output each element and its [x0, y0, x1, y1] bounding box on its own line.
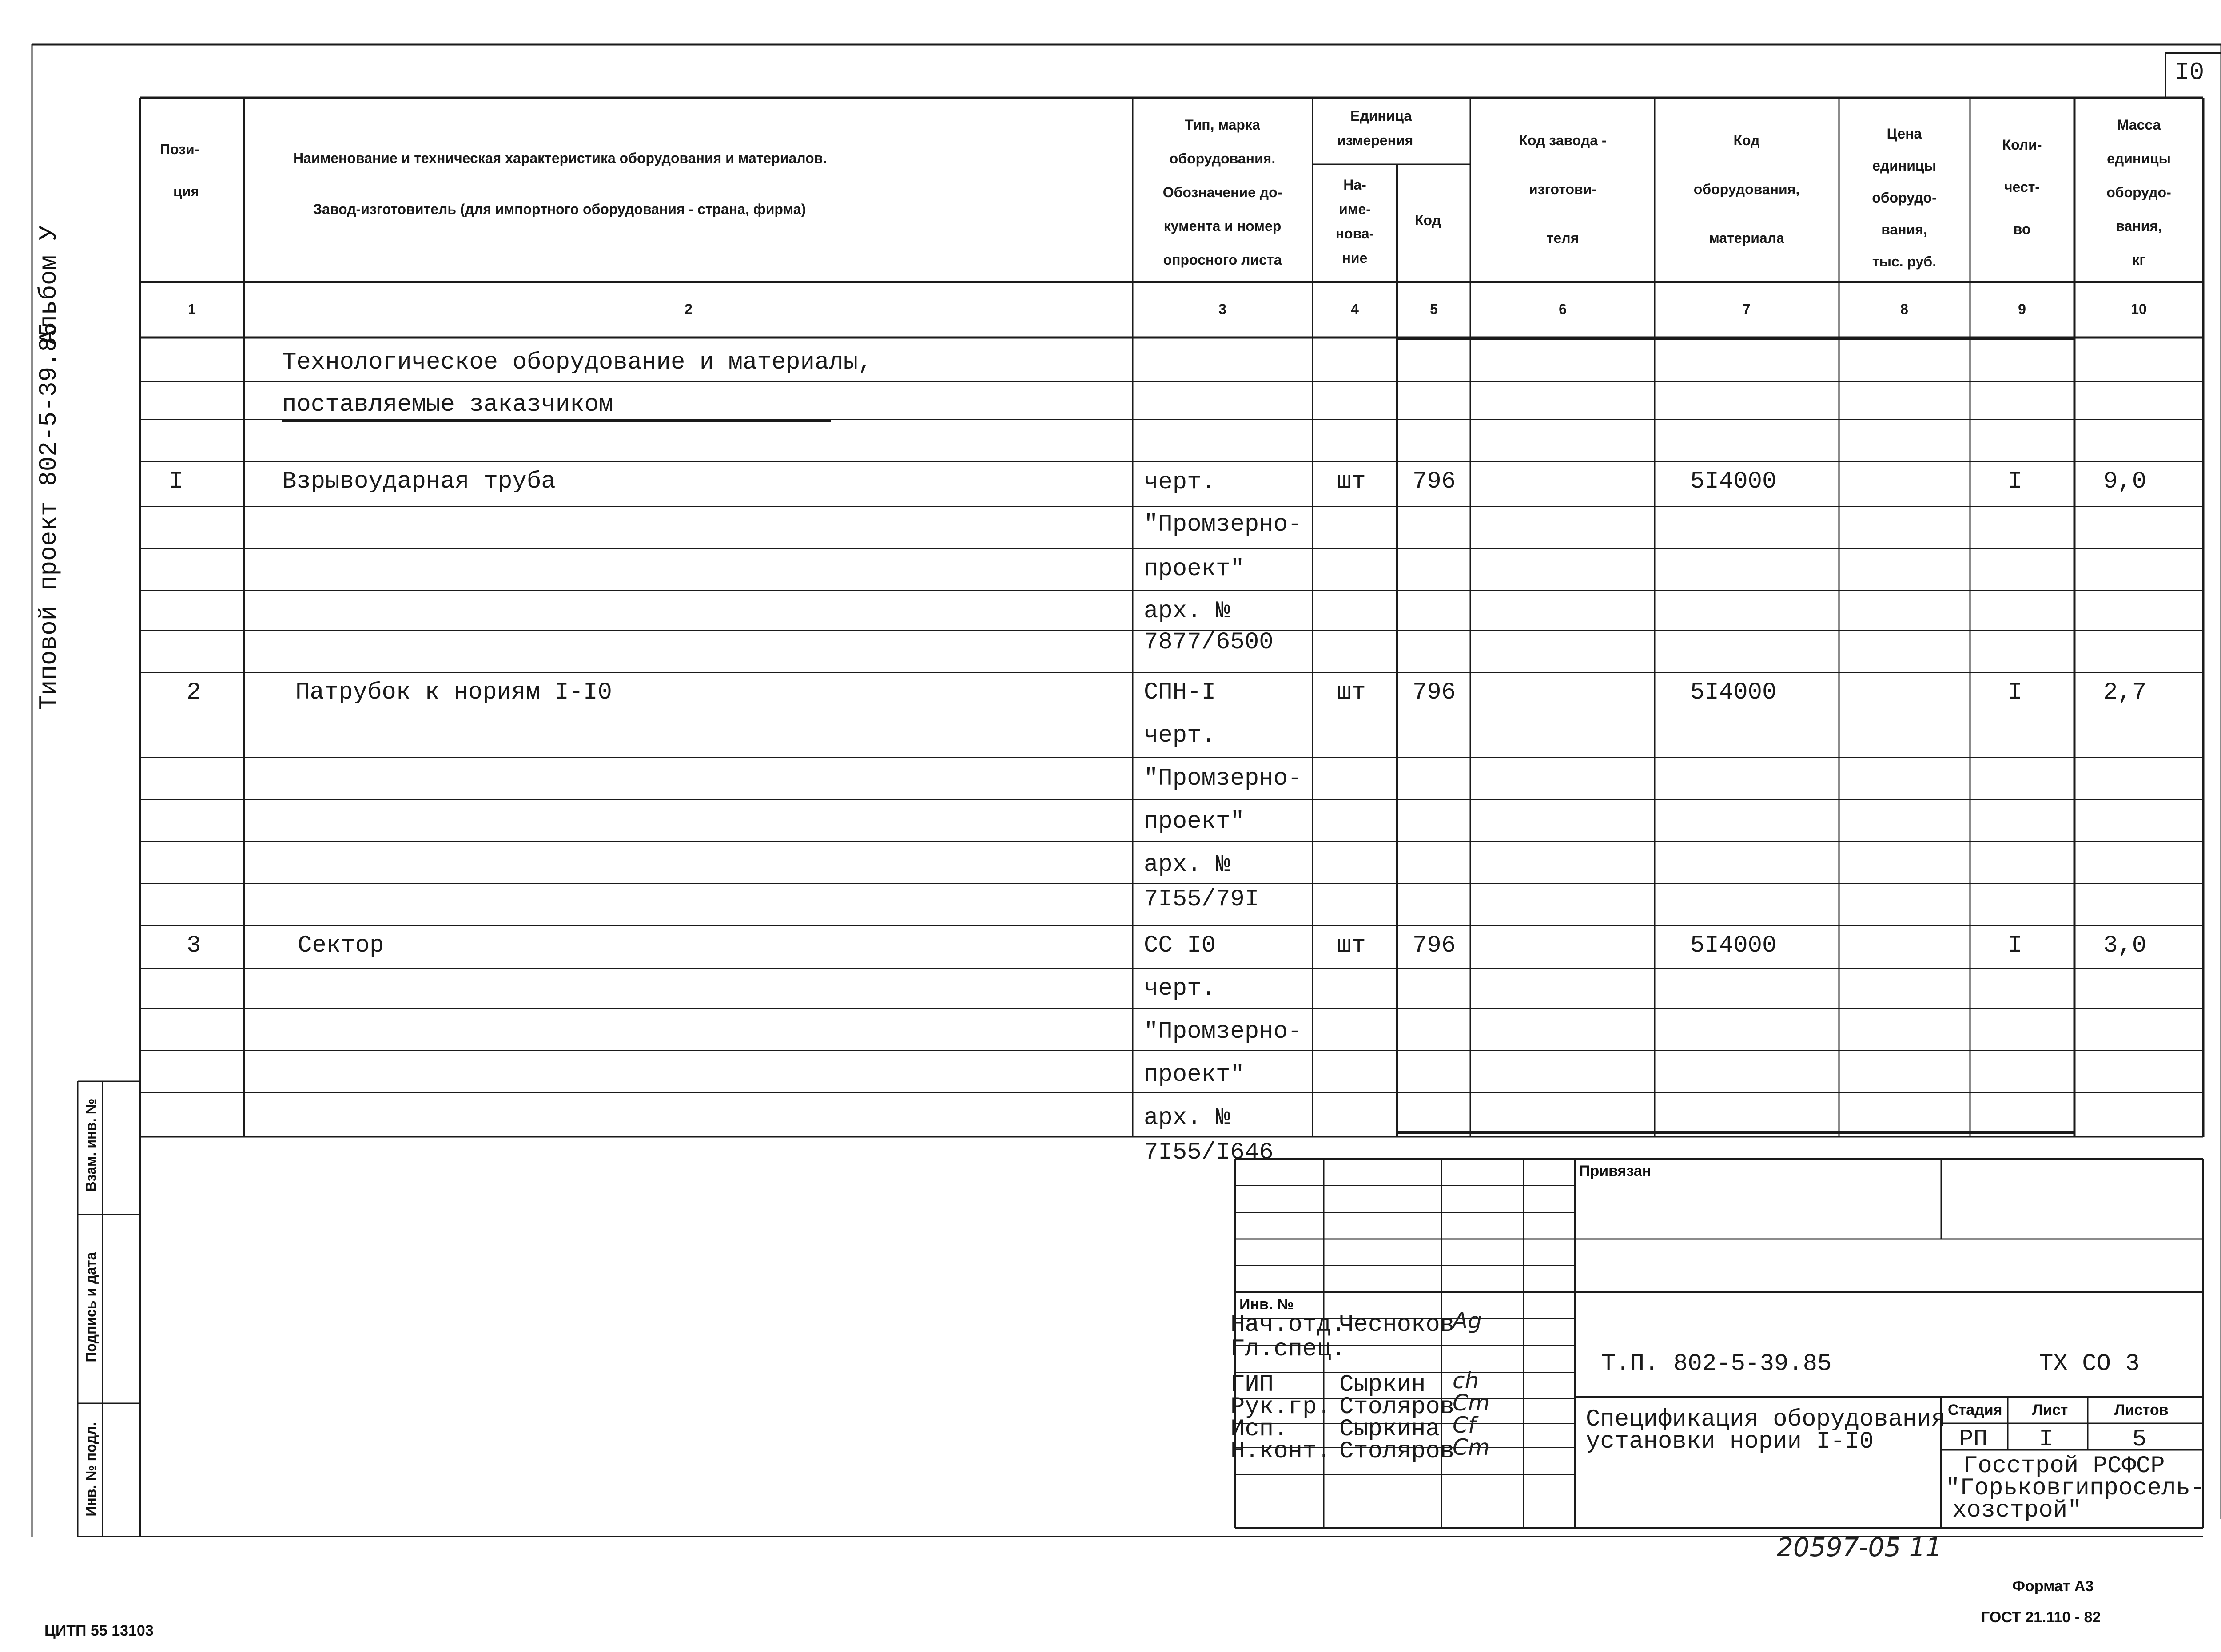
stamp-person: Сыркин — [1339, 1371, 1426, 1398]
header-type-line: Обозначение до- — [1162, 184, 1282, 200]
row-doc-line: "Промзерно- — [1144, 1018, 1302, 1045]
row-doc-line: 7I55/79I — [1144, 886, 1259, 913]
column-number: 5 — [1430, 301, 1438, 317]
row-doc-line: 7877/6500 — [1144, 629, 1274, 656]
header-type-line: кумента и номер — [1163, 218, 1282, 234]
header-equipment-code-line: материала — [1709, 230, 1784, 246]
header-price-line: единицы — [1872, 158, 1936, 174]
row-doc-line: "Промзерно- — [1144, 511, 1302, 538]
row-doc-line: черт. — [1144, 469, 1216, 496]
stamp-signature: Ag — [1453, 1308, 1482, 1334]
header-equipment-code-line: Код — [1733, 132, 1760, 148]
header-name: Наименование и техническая характеристика оборудования и материалов. — [293, 150, 827, 166]
row-unit: шт — [1337, 932, 1366, 959]
header-unit-name-line: ние — [1342, 250, 1368, 266]
stamp-sheet-label: Лист — [2032, 1402, 2068, 1418]
stamp-person: Сыркина — [1339, 1416, 1440, 1443]
row-doc-line: СПН-I — [1144, 679, 1216, 706]
row-doc-line: арх. № — [1144, 598, 1230, 625]
row-quantity: I — [2008, 679, 2022, 706]
row-equipment-code: 5I4000 — [1690, 468, 1777, 495]
stamp-inv-no: Инв. № — [1239, 1296, 1294, 1313]
stamp-role: Н.конт. — [1230, 1438, 1331, 1465]
row-doc-line: черт. — [1144, 722, 1216, 749]
header-type-line: оборудования. — [1169, 151, 1276, 167]
row-position: 2 — [187, 679, 201, 706]
row-doc-line: арх. № — [1144, 851, 1230, 878]
row-mass: 3,0 — [2103, 932, 2147, 959]
header-factory-code-line: теля — [1546, 230, 1579, 246]
header-factory-code-line: Код завода - — [1519, 132, 1607, 148]
stamp-sheet: I — [2039, 1426, 2054, 1453]
stamp-mark: ТХ СО 3 — [2039, 1350, 2140, 1378]
header-type-line: опросного листа — [1163, 252, 1282, 268]
row-unit: шт — [1337, 468, 1366, 495]
row-doc-line: арх. № — [1144, 1104, 1230, 1132]
stamp-role: ГИП — [1230, 1371, 1274, 1398]
stamp-role: Гл.спец. — [1230, 1336, 1346, 1363]
row-doc-line: проект" — [1144, 556, 1245, 583]
column-number: 2 — [685, 301, 693, 317]
stamp-attached: Привязан — [1579, 1163, 1652, 1179]
stamp-signature: Cf — [1453, 1412, 1476, 1438]
handwritten-number: 20597-05 11 — [1777, 1532, 1942, 1562]
header-price-line: вания, — [1881, 222, 1927, 238]
stamp-title-1: Спецификация оборудования — [1586, 1406, 1946, 1433]
header-price-line: оборудо- — [1872, 190, 1937, 206]
header-type-line: Тип, марка — [1185, 117, 1260, 133]
stamp-signature: Cm — [1453, 1390, 1490, 1416]
row-name: Взрывоударная труба — [282, 468, 556, 495]
header-unit-1: Единица — [1350, 108, 1412, 124]
header-unit-name-line: име- — [1339, 201, 1371, 217]
row-unit-code: 796 — [1413, 679, 1456, 706]
stamp-role: Рук.гр. — [1230, 1394, 1331, 1421]
column-number: 6 — [1559, 301, 1567, 317]
stamp-role: Исп. — [1230, 1416, 1288, 1443]
column-number: 1 — [188, 301, 196, 317]
column-number: 10 — [2131, 301, 2147, 317]
gost-label: ГОСТ 21.110 - 82 — [1981, 1609, 2101, 1626]
row-doc-line: "Промзерно- — [1144, 765, 1302, 792]
row-mass: 9,0 — [2103, 468, 2147, 495]
stamp-person: Чесноков — [1339, 1311, 1455, 1338]
row-unit-code: 796 — [1413, 932, 1456, 959]
row-doc-line: проект" — [1144, 808, 1245, 835]
row-unit-code: 796 — [1413, 468, 1456, 495]
header-quantity-line: чест- — [2004, 179, 2040, 195]
stamp-doc-code: Т.П. 802-5-39.85 — [1601, 1350, 1832, 1378]
column-number: 4 — [1351, 301, 1359, 317]
stamp-org-1: Госстрой РСФСР — [1963, 1453, 2165, 1480]
sheet-number: I0 — [2174, 58, 2205, 87]
stamp-signature: Cm — [1453, 1434, 1490, 1460]
header-quantity-line: Коли- — [2002, 137, 2042, 153]
header-name-line2: Завод-изготовитель (для импортного оборудования - страна, фирма) — [313, 201, 806, 217]
column-number: 9 — [2018, 301, 2026, 317]
column-number: 8 — [1900, 301, 1908, 317]
row-position: I — [169, 468, 183, 495]
row-mass: 2,7 — [2103, 679, 2147, 706]
stamp-stage-label: Стадия — [1948, 1402, 2002, 1418]
header-position-2: ция — [173, 183, 199, 199]
header-mass-line: Масса — [2117, 117, 2161, 133]
header-position-1: Пози- — [160, 141, 199, 157]
row-name: Сектор — [298, 932, 384, 959]
header-price-line: тыс. руб. — [1872, 254, 1937, 270]
row-quantity: I — [2008, 932, 2022, 959]
project-side-title: Типовой проект 802-5-39.85 — [35, 322, 63, 710]
header-unit-code: Код — [1415, 212, 1441, 228]
header-unit-name-line: На- — [1343, 177, 1366, 193]
column-number: 3 — [1218, 301, 1226, 317]
header-mass-line: оборудо- — [2106, 184, 2171, 200]
header-factory-code-line: изготови- — [1528, 181, 1597, 197]
header-unit-name-line: нова- — [1335, 226, 1374, 242]
row-unit: шт — [1337, 679, 1366, 706]
stamp-person: Столяров — [1339, 1394, 1455, 1421]
header-mass-line: единицы — [2107, 151, 2171, 167]
stamp-stage: РП — [1959, 1426, 1988, 1453]
header-quantity-line: во — [2013, 221, 2031, 237]
header-unit-2: измерения — [1337, 132, 1413, 148]
stamp-org-2: "Горьковгипросель- — [1946, 1475, 2205, 1502]
margin-swap-inv: Взам. инв. № — [83, 1098, 99, 1192]
row-name: Патрубок к нориям I-I0 — [295, 679, 612, 706]
row-position: 3 — [187, 932, 201, 959]
bottom-left-code: ЦИТП 55 13103 — [44, 1622, 154, 1639]
stamp-sheets-label: Листов — [2114, 1402, 2169, 1418]
stamp-title-2: установки нории I-I0 — [1586, 1428, 1874, 1455]
margin-sign-date: Подпись и дата — [83, 1252, 99, 1362]
row-quantity: I — [2008, 468, 2022, 495]
row-equipment-code: 5I4000 — [1690, 679, 1777, 706]
row-doc-line: проект" — [1144, 1061, 1245, 1088]
row-doc-line: СС I0 — [1144, 932, 1216, 959]
margin-inv-orig: Инв. № подл. — [83, 1422, 99, 1517]
row-doc-line: 7I55/I646 — [1144, 1139, 1274, 1166]
column-number: 7 — [1743, 301, 1751, 317]
format-label: Формат А3 — [2012, 1578, 2094, 1595]
stamp-org-3: хозстрой" — [1952, 1497, 2082, 1524]
row-doc-line: черт. — [1144, 975, 1216, 1002]
album-side-title: Альбом У — [35, 225, 63, 345]
stamp-signature: ch — [1453, 1368, 1479, 1394]
row-equipment-code: 5I4000 — [1690, 932, 1777, 959]
header-price-line: Цена — [1887, 126, 1922, 142]
stamp-role: Нач.отд. — [1230, 1311, 1346, 1338]
header-mass-line: вания, — [2116, 218, 2162, 234]
header-mass-line: кг — [2132, 252, 2145, 268]
section-title-line2: поставляемые заказчиком — [282, 391, 613, 418]
header-equipment-code-line: оборудования, — [1693, 181, 1800, 197]
stamp-person: Столяров — [1339, 1438, 1455, 1465]
stamp-sheets: 5 — [2132, 1426, 2147, 1453]
section-title-line1: Технологическое оборудование и материалы, — [282, 349, 872, 376]
